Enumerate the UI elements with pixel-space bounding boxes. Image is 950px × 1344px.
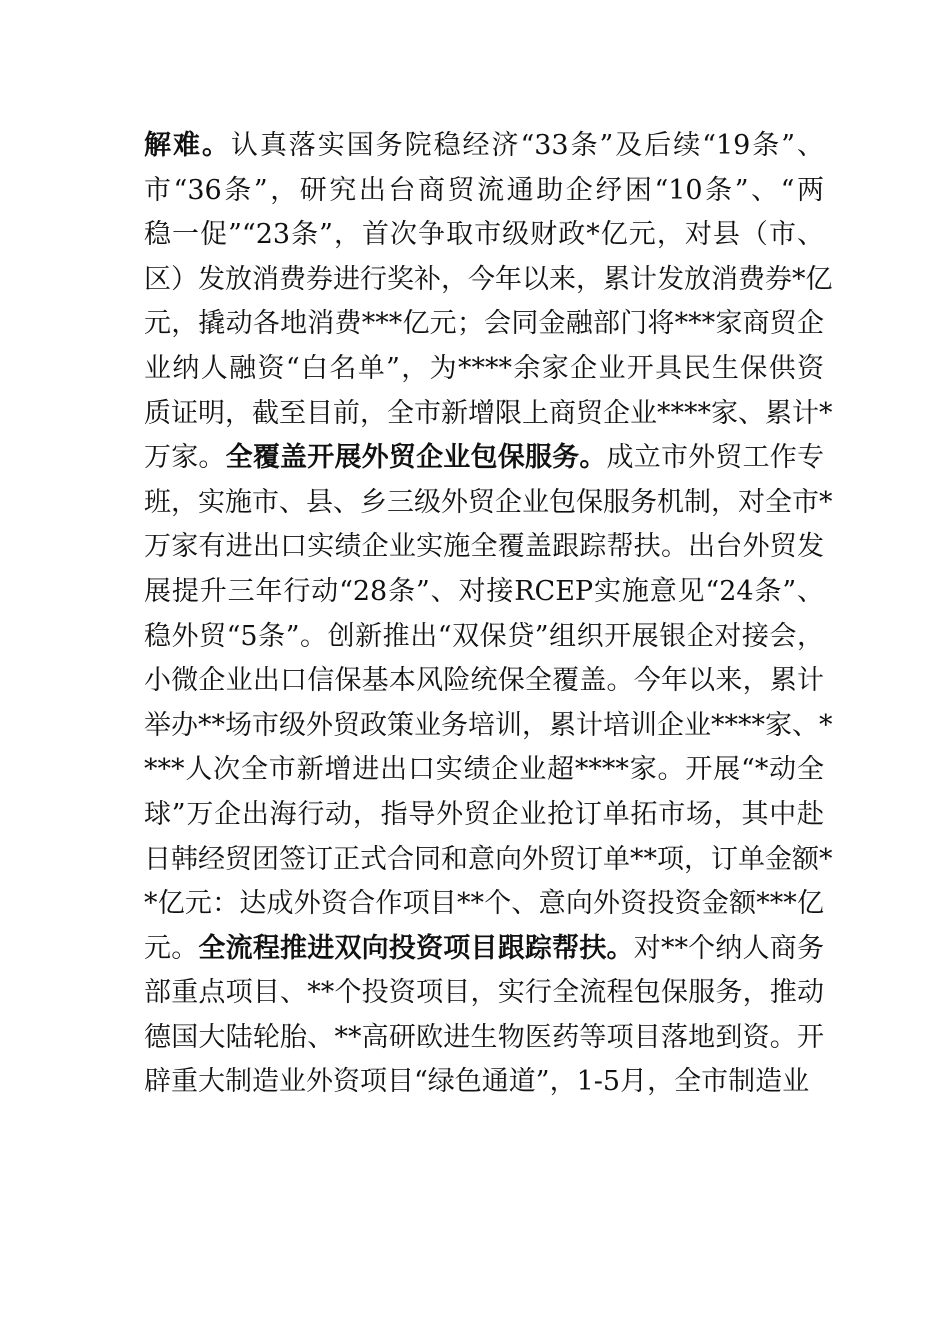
text-line <box>144 481 833 526</box>
text-line <box>144 436 824 481</box>
body-text-segment: 辟重大制造业外资项目“绿色通道”，1-5月，全市制造业 <box>144 1066 810 1098</box>
bold-heading-text: 全流程推进双向投资项目跟踪帮扶。 <box>198 932 634 964</box>
body-text-segment: 稳外贸“5条”。创新推出“双保贷”组织开展银企对接会， <box>144 620 824 652</box>
body-text-segment: 成立市外贸工作专 <box>606 442 825 474</box>
text-line <box>144 748 824 793</box>
text-line <box>144 213 824 258</box>
text-line <box>144 1016 824 1061</box>
text-line <box>144 525 824 570</box>
body-text-segment: 稳一促”“23条”，首次争取市级财政*亿元，对县（市、 <box>144 219 824 251</box>
body-text-segment: 市“36条”，研究出台商贸流通助企纾困“10条”、“两 <box>144 174 824 206</box>
text-line <box>144 704 833 749</box>
body-paragraph <box>144 124 833 1105</box>
bold-heading-text: 全覆盖开展外贸企业包保服务。 <box>225 442 607 474</box>
text-line <box>144 659 824 704</box>
body-text-segment: 小微企业出口信保基本风险统保全覆盖。今年以来，累计 <box>144 665 824 697</box>
text-line <box>144 302 824 347</box>
text-line <box>144 615 824 660</box>
body-text-segment: 万家有进出口实绩企业实施全覆盖跟踪帮扶。出台外贸发 <box>144 531 824 563</box>
body-text-segment: 班，实施市、县、乡三级外贸企业包保服务机制，对全市* <box>144 486 833 518</box>
text-line <box>144 124 824 169</box>
text-line <box>144 570 824 615</box>
body-text-segment: 业纳人融资“白名单”，为****余家企业开具民生保供资 <box>144 352 824 384</box>
body-text-segment: 对**个纳人商务 <box>633 932 825 964</box>
text-line <box>144 347 824 392</box>
body-text-segment: 球”万企出海行动，指导外贸企业抢订单拓市场，其中赴 <box>144 798 824 830</box>
body-text-segment: 区）发放消费券进行奖补，今年以来，累计发放消费券*亿 <box>144 263 833 295</box>
body-text-segment: 万家。 <box>144 442 226 474</box>
text-line <box>144 838 833 883</box>
body-text-segment: ***人次全市新增进出口实绩企业超****家。开展“*动全 <box>144 754 824 786</box>
body-text-segment: 举办**场市级外贸政策业务培训，累计培训企业****家、* <box>144 709 833 741</box>
text-line <box>144 971 824 1016</box>
bold-heading-text: 解难。 <box>144 130 231 161</box>
body-text-segment: 部重点项目、**个投资项目，实行全流程包保服务，推动 <box>144 977 824 1009</box>
body-text-segment: 认真落实国务院稳经济“33条”及后续“19条”、 <box>230 130 824 161</box>
body-text-segment: *亿元：达成外资合作项目**个、意向外资投资金额***亿 <box>144 888 824 920</box>
text-line <box>144 169 824 214</box>
text-line <box>144 1060 824 1105</box>
text-line <box>144 793 824 838</box>
text-line <box>144 882 824 927</box>
body-text-segment: 元。 <box>144 932 199 964</box>
body-text-segment: 德国大陆轮胎、**高研欧进生物医药等项目落地到资。开 <box>144 1021 824 1053</box>
text-line <box>144 392 833 437</box>
body-text-segment: 元，撬动各地消费***亿元；会同金融部门将***家商贸企 <box>144 308 824 340</box>
body-text-segment: 质证明，截至目前，全市新增限上商贸企业****家、累计* <box>144 397 833 429</box>
body-text-segment: 展提升三年行动“28条”、对接RCEP实施意见“24条”、 <box>144 575 824 607</box>
text-line <box>144 258 833 303</box>
body-text-segment: 日韩经贸团签订正式合同和意向外贸订单**项，订单金额* <box>144 843 833 875</box>
text-line <box>144 927 824 972</box>
